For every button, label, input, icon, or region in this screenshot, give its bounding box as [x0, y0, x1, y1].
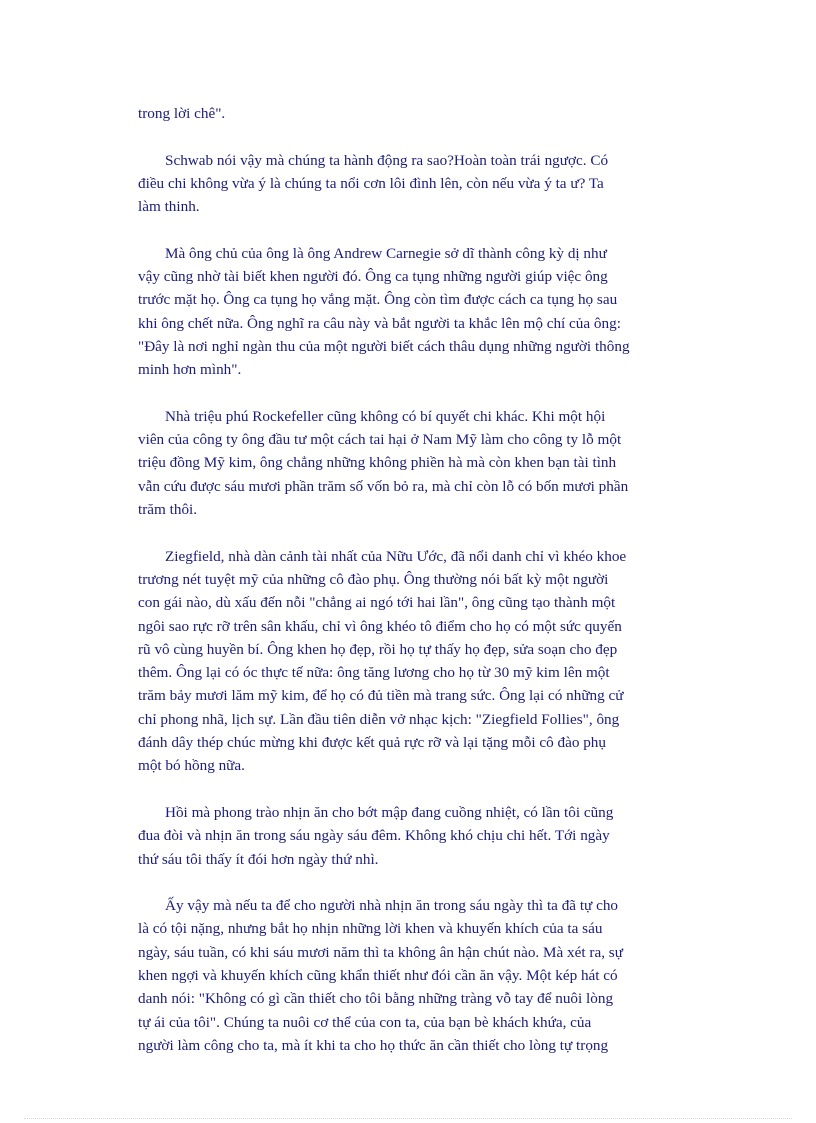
text-line: Mà ông chủ của ông là ông Andrew Carnegie sở dĩ thành công kỳ dị như	[165, 244, 607, 262]
text-line: Ziegfield, nhà dàn cảnh tài nhất của Nữu Ước, đã nổi danh chỉ vì khéo khoe	[165, 547, 627, 565]
text-line: khen ngợi và khuyến khích cũng khẩn thiết như đói cần ăn vậy. Một kép hát có	[138, 966, 618, 984]
text-line: đua đòi và nhịn ăn trong sáu ngày sáu đêm. Không khó chịu chi hết. Tới ngày	[138, 827, 610, 845]
text-line: danh nói: "Không có gì cần thiết cho tôi bằng những tràng vỗ tay để nuôi lòng	[138, 990, 614, 1008]
text-line: Nhà triệu phú Rockefeller cũng không có bí quyết chi khác. Khi một hội	[165, 407, 606, 425]
text-line: ngày, sáu tuần, có khi sáu mươi năm thì ta không ân hận chút nào. Mà xét ra, sự	[138, 943, 623, 961]
text-line: ngôi sao rực rỡ trên sân khấu, chỉ vì ông khéo tô điểm cho họ có một sức quyến	[138, 617, 622, 635]
page-bottom-divider	[24, 1118, 792, 1119]
text-line: điều chi không vừa ý là chúng ta nổi cơn lôi đình lên, còn nếu vừa ý ta ư? Ta	[138, 174, 604, 192]
text-line: đánh dây thép chúc mừng khi được kết quả rực rỡ và lại tặng mỗi cô đào phụ	[138, 734, 606, 752]
text-line: triệu đồng Mỹ kim, ông chẳng những không phiền hà mà còn khen bạn tài tình	[138, 454, 617, 472]
text-line: tự ái của tôi". Chúng ta nuôi cơ thể của con ta, của bạn bè khách khứa, của	[138, 1013, 592, 1031]
document-body	[138, 102, 683, 1080]
text-line: Hồi mà phong trào nhịn ăn cho bớt mập đang cuồng nhiệt, có lần tôi cũng	[165, 803, 614, 821]
text-line: một bó hồng nữa.	[138, 757, 245, 775]
text-line: trước mặt họ. Ông ca tụng họ vắng mặt. Ông còn tìm được cách ca tụng họ sau	[138, 291, 618, 309]
paragraph-4	[138, 405, 683, 521]
paragraph-1	[138, 102, 683, 125]
text-line: con gái nào, dù xấu đến nỗi "chẳng ai ngó tới hai lần", ông cũng tạo thành một	[138, 594, 616, 612]
text-line: thêm. Ông lại có óc thực tế nữa: ông tăng lương cho họ từ 30 mỹ kim lên một	[138, 664, 610, 682]
text-line: làm thinh.	[138, 198, 200, 216]
paragraph-7	[138, 894, 683, 1057]
paragraph-6	[138, 801, 683, 871]
text-line: vẫn cứu được sáu mươi phần trăm số vốn bỏ ra, mà chỉ còn lỗ có bốn mươi phần	[138, 477, 629, 495]
text-line: viên của công ty ông đầu tư một cách tai hại ở Nam Mỹ làm cho công ty lỗ một	[138, 431, 622, 449]
text-line: "Đây là nơi nghỉ ngàn thu của một người biết cách thâu dụng những người thông	[138, 337, 630, 355]
text-line: thứ sáu tôi thấy ít đói hơn ngày thứ nhì.	[138, 850, 379, 868]
text-line: Schwab nói vậy mà chúng ta hành động ra sao?Hoàn toàn trái ngược. Có	[165, 151, 609, 169]
text-line: trăm thôi.	[138, 501, 198, 519]
text-line: người làm công cho ta, mà ít khi ta cho họ thức ăn cần thiết cho lòng tự trọng	[138, 1036, 609, 1054]
text-line: trong lời chê".	[138, 105, 226, 122]
text-line: minh hơn mình".	[138, 361, 242, 379]
text-line: Ấy vậy mà nếu ta để cho người nhà nhịn ăn trong sáu ngày thì ta đã tự cho	[165, 897, 619, 915]
paragraph-5	[138, 545, 683, 778]
text-line: chỉ phong nhã, lịch sự. Lần đầu tiên diễn vở nhạc kịch: "Ziegfield Follies", ông	[138, 710, 620, 728]
text-line: trương nét tuyệt mỹ của những cô đào phụ. Ông thường nói bất kỳ một người	[138, 570, 609, 588]
paragraph-3	[138, 242, 683, 382]
text-line: là có tội nặng, nhưng bắt họ nhịn những lời khen và khuyến khích của ta sáu	[138, 920, 603, 938]
text-line: vậy cũng nhờ tài biết khen người đó. Ông ca tụng những người giúp việc ông	[138, 268, 608, 286]
paragraph-2	[138, 149, 683, 219]
text-line: trăm bảy mươi lăm mỹ kim, để họ có đủ tiền mà trang sức. Ông lại có những cử	[138, 687, 624, 705]
text-line: rũ vô cùng huyền bí. Ông khen họ đẹp, rồi họ tự thấy họ đẹp, sửa soạn cho đẹp	[138, 640, 618, 658]
text-line: khi ông chết nữa. Ông nghĩ ra câu này và bắt người ta khắc lên mộ chí của ông:	[138, 314, 621, 332]
